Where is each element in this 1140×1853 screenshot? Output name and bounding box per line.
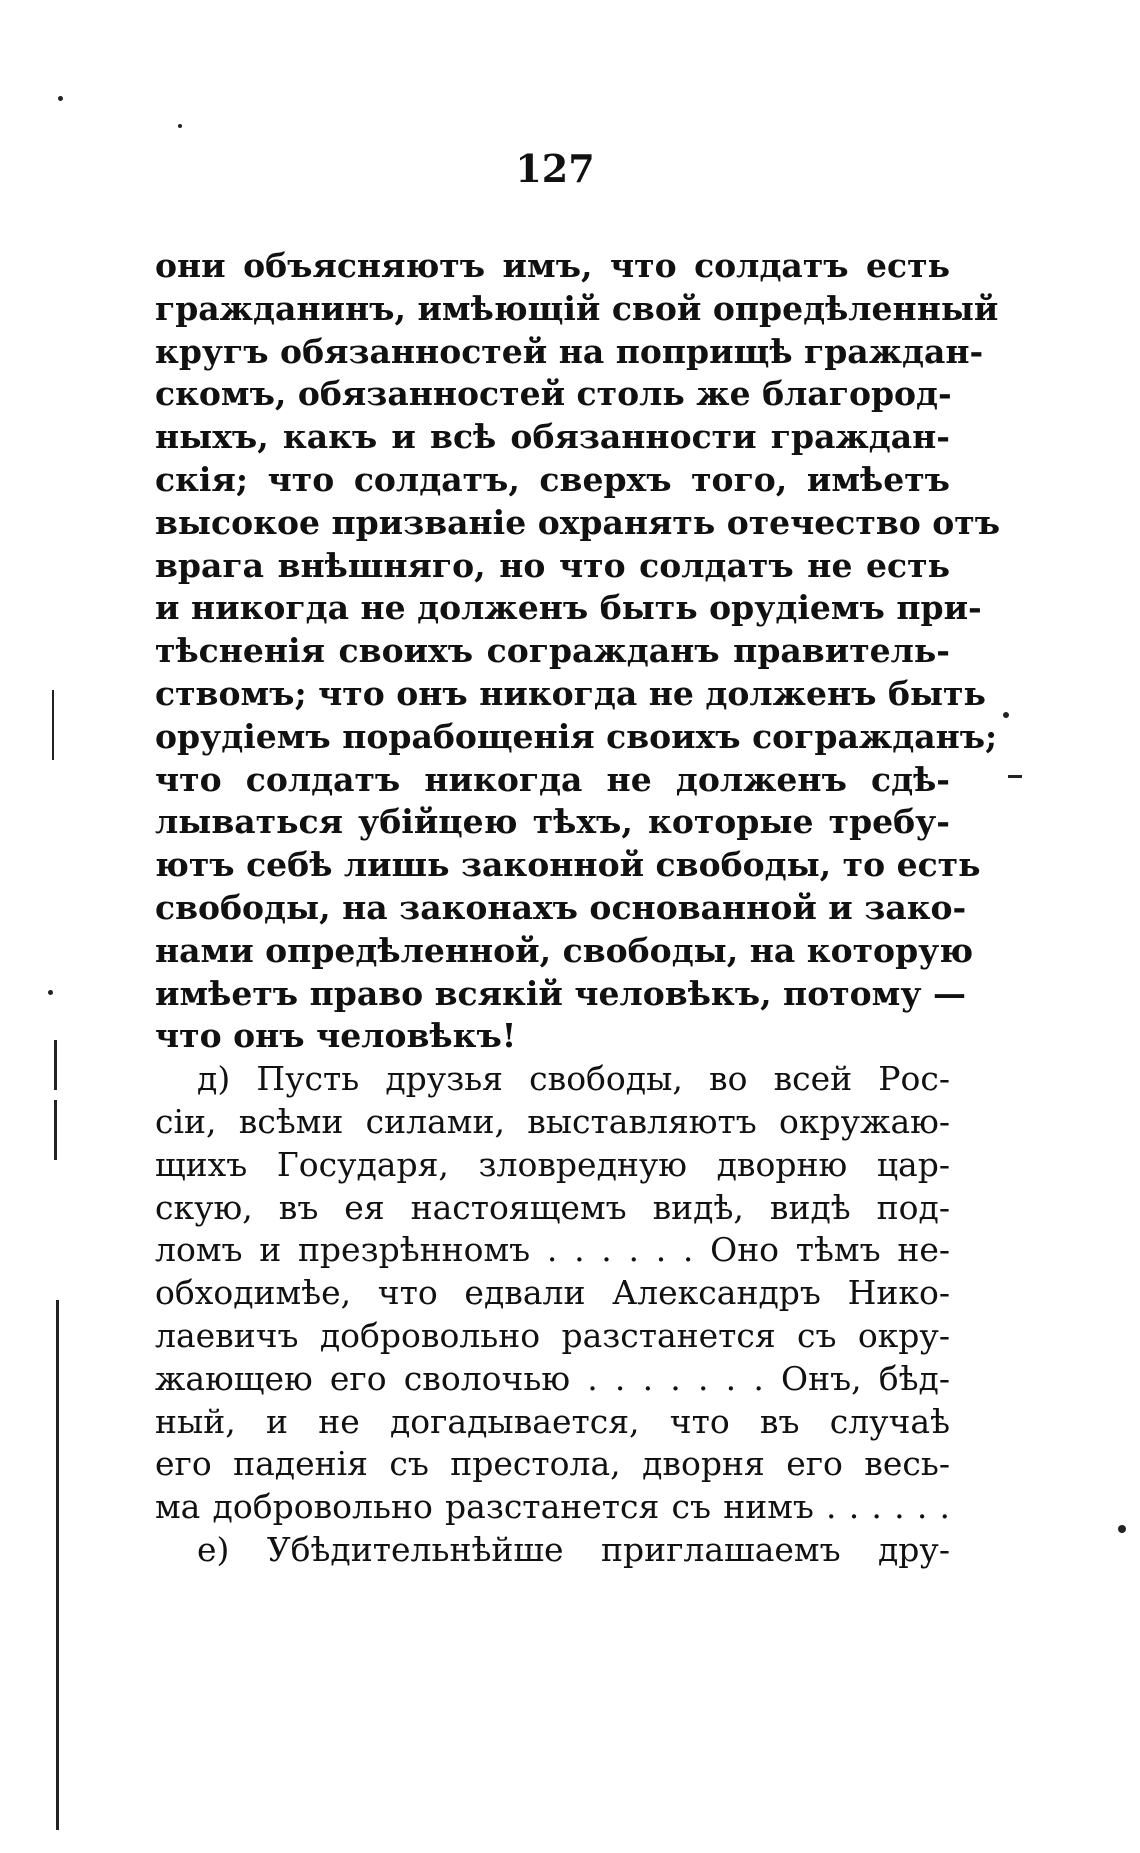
- text-line: орудіемъ порабощенія своихъ согражданъ;: [155, 716, 998, 756]
- text-line: ныхъ, какъ и всѣ обязанности граждан-: [155, 417, 950, 457]
- paragraph-1: [155, 245, 1001, 1058]
- text-line: д) Пусть друзья свободы, во всей Рос-: [197, 1059, 950, 1099]
- text-line: щихъ Государя, зловредную дворню цар-: [155, 1144, 950, 1184]
- text-line: е) Убѣдительнѣйше приглашаемъ дру-: [197, 1529, 950, 1569]
- text-line: тѣсненія своихъ согражданъ правитель-: [155, 631, 950, 671]
- text-line: имѣетъ право всякій человѣкъ, потому —: [155, 973, 966, 1013]
- text-line: ломъ и презрѣнномъ . . . . . . Оно тѣмъ не-: [155, 1230, 950, 1270]
- margin-speck: [58, 96, 63, 101]
- text-line: лываться убійцею тѣхъ, которые требу-: [155, 802, 950, 842]
- text-line: что онъ человѣкъ!: [155, 1016, 517, 1056]
- text-line: что солдатъ никогда не долженъ сдѣ-: [155, 759, 950, 799]
- text-line: лаевичъ добровольно разстанется съ окру-: [155, 1315, 950, 1355]
- text-line: его паденія съ престола, дворня его весь-: [155, 1444, 950, 1484]
- margin-rule: [52, 690, 54, 760]
- margin-rule: [56, 1300, 59, 1830]
- margin-speck: [48, 990, 53, 995]
- text-line: гражданинъ, имѣющій свой опредѣленный: [155, 288, 999, 328]
- page-number: 127: [515, 146, 595, 191]
- text-line: обходимѣе, что едвали Александръ Нико-: [155, 1273, 950, 1313]
- text-line: жающею его сволочью . . . . . . . Онъ, бѣд-: [155, 1358, 950, 1398]
- margin-speck: [1003, 712, 1009, 718]
- margin-rule: [1008, 775, 1022, 778]
- text-line: они объясняютъ имъ, что солдатъ есть: [155, 246, 950, 285]
- margin-speck: [1118, 1525, 1126, 1533]
- text-line: врага внѣшняго, но что солдатъ не есть: [155, 545, 950, 585]
- paragraph-d: [155, 1058, 950, 1529]
- text-line: свободы, на законахъ основанной и зако-: [155, 887, 967, 927]
- text-line: скую, въ ея настоящемъ видѣ, видѣ под-: [155, 1187, 950, 1227]
- body-text: [155, 245, 1001, 1572]
- text-line: ютъ себѣ лишь законной свободы, то есть: [155, 845, 981, 885]
- text-line: высокое призваніе охранять отечество отъ: [155, 502, 1001, 542]
- text-line: кругъ обязанностей на поприщѣ граждан-: [155, 331, 984, 371]
- text-line: ма добровольно разстанется съ нимъ . . . . . .: [155, 1487, 950, 1527]
- text-line: ный, и не догадывается, что въ случаѣ: [155, 1401, 950, 1441]
- text-line: скія; что солдатъ, сверхъ того, имѣетъ: [155, 459, 950, 499]
- text-line: сіи, всѣми силами, выставляютъ окружаю-: [155, 1101, 950, 1141]
- margin-rule: [54, 1040, 57, 1090]
- text-line: и никогда не долженъ быть орудіемъ при-: [155, 588, 982, 628]
- text-line: ствомъ; что онъ никогда не долженъ быть: [155, 673, 986, 713]
- margin-speck: [178, 124, 182, 128]
- paragraph-e: [155, 1529, 950, 1572]
- margin-rule: [54, 1100, 57, 1160]
- text-line: нами опредѣленной, свободы, на которую: [155, 930, 974, 970]
- text-line: скомъ, обязанностей столь же благород-: [155, 374, 952, 414]
